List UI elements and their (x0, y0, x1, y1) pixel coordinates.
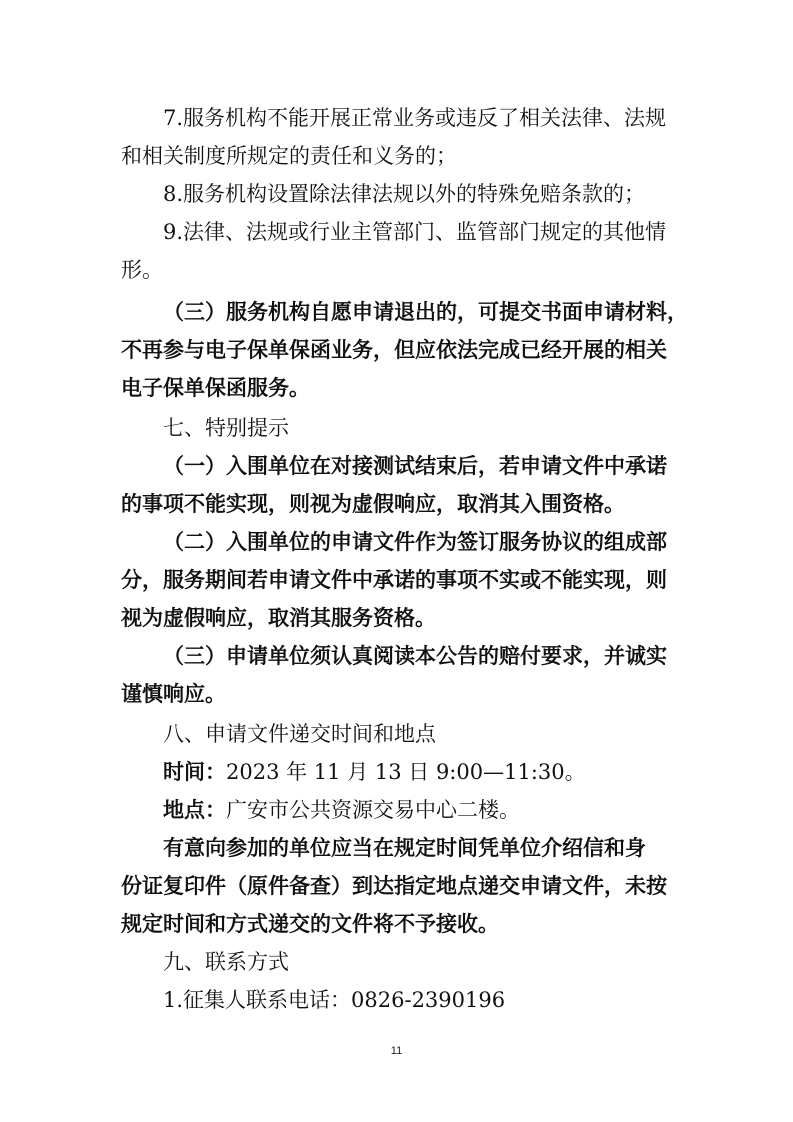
notice-1-line-1: （一）入围单位在对接测试结束后，若申请文件中承诺 (163, 453, 667, 478)
time-value: 2023 年 11 月 13 日 9:00—11:30。 (226, 760, 586, 784)
notice-3-line-1: （三）申请单位须认真阅读本公告的赔付要求，并诚实 (163, 643, 667, 668)
notice-1-line-2: 的事项不能实现，则视为虚假响应，取消其入围资格。 (121, 491, 625, 516)
section-heading-special-notice: 七、特别提示 (163, 416, 289, 440)
time-label: 时间： (163, 759, 226, 784)
list-item-9-line-2: 形。 (121, 258, 163, 282)
submission-time (163, 753, 586, 791)
notice-2-line-1: （二）入围单位的申请文件作为签订服务协议的组成部 (163, 529, 667, 554)
submission-paragraph-line-1: 有意向参加的单位应当在规定时间凭单位介绍信和身 (163, 835, 646, 860)
page-number: 11 (390, 1045, 403, 1057)
notice-2-line-3: 视为虚假响应，取消其服务资格。 (121, 605, 436, 630)
list-item-7-line-2: 和相关制度所规定的责任和义务的； (121, 144, 457, 168)
submission-paragraph-line-2: 份证复印件（原件备查）到达指定地点递交申请文件，未按 (121, 873, 667, 898)
location-value: 广安市公共资源交易中心二楼。 (226, 798, 520, 822)
contact-phone: 1.征集人联系电话：0826-2390196 (163, 988, 506, 1012)
notice-3-line-2: 谨慎响应。 (121, 681, 226, 706)
section-heading-contact: 九、联系方式 (163, 950, 289, 974)
list-item-8: 8.服务机构设置除法律法规以外的特殊免赔条款的； (163, 182, 646, 206)
list-item-9-line-1: 9.法律、法规或行业主管部门、监管部门规定的其他情 (163, 220, 667, 244)
paragraph-withdrawal-line-2: 不再参与电子保单保函业务，但应依法完成已经开展的相关 (121, 337, 667, 362)
submission-location (163, 791, 520, 829)
list-item-7-line-1: 7.服务机构不能开展正常业务或违反了相关法律、法规 (163, 106, 667, 130)
paragraph-withdrawal-line-3: 电子保单保函服务。 (121, 375, 310, 400)
section-heading-submission: 八、申请文件递交时间和地点 (163, 722, 436, 746)
paragraph-withdrawal-line-1: （三）服务机构自愿申请退出的，可提交书面申请材料， (163, 299, 688, 324)
submission-paragraph-line-3: 规定时间和方式递交的文件将不予接收。 (121, 911, 499, 936)
notice-2-line-2: 分，服务期间若申请文件中承诺的事项不实或不能实现，则 (121, 567, 667, 592)
location-label: 地点： (163, 797, 226, 822)
